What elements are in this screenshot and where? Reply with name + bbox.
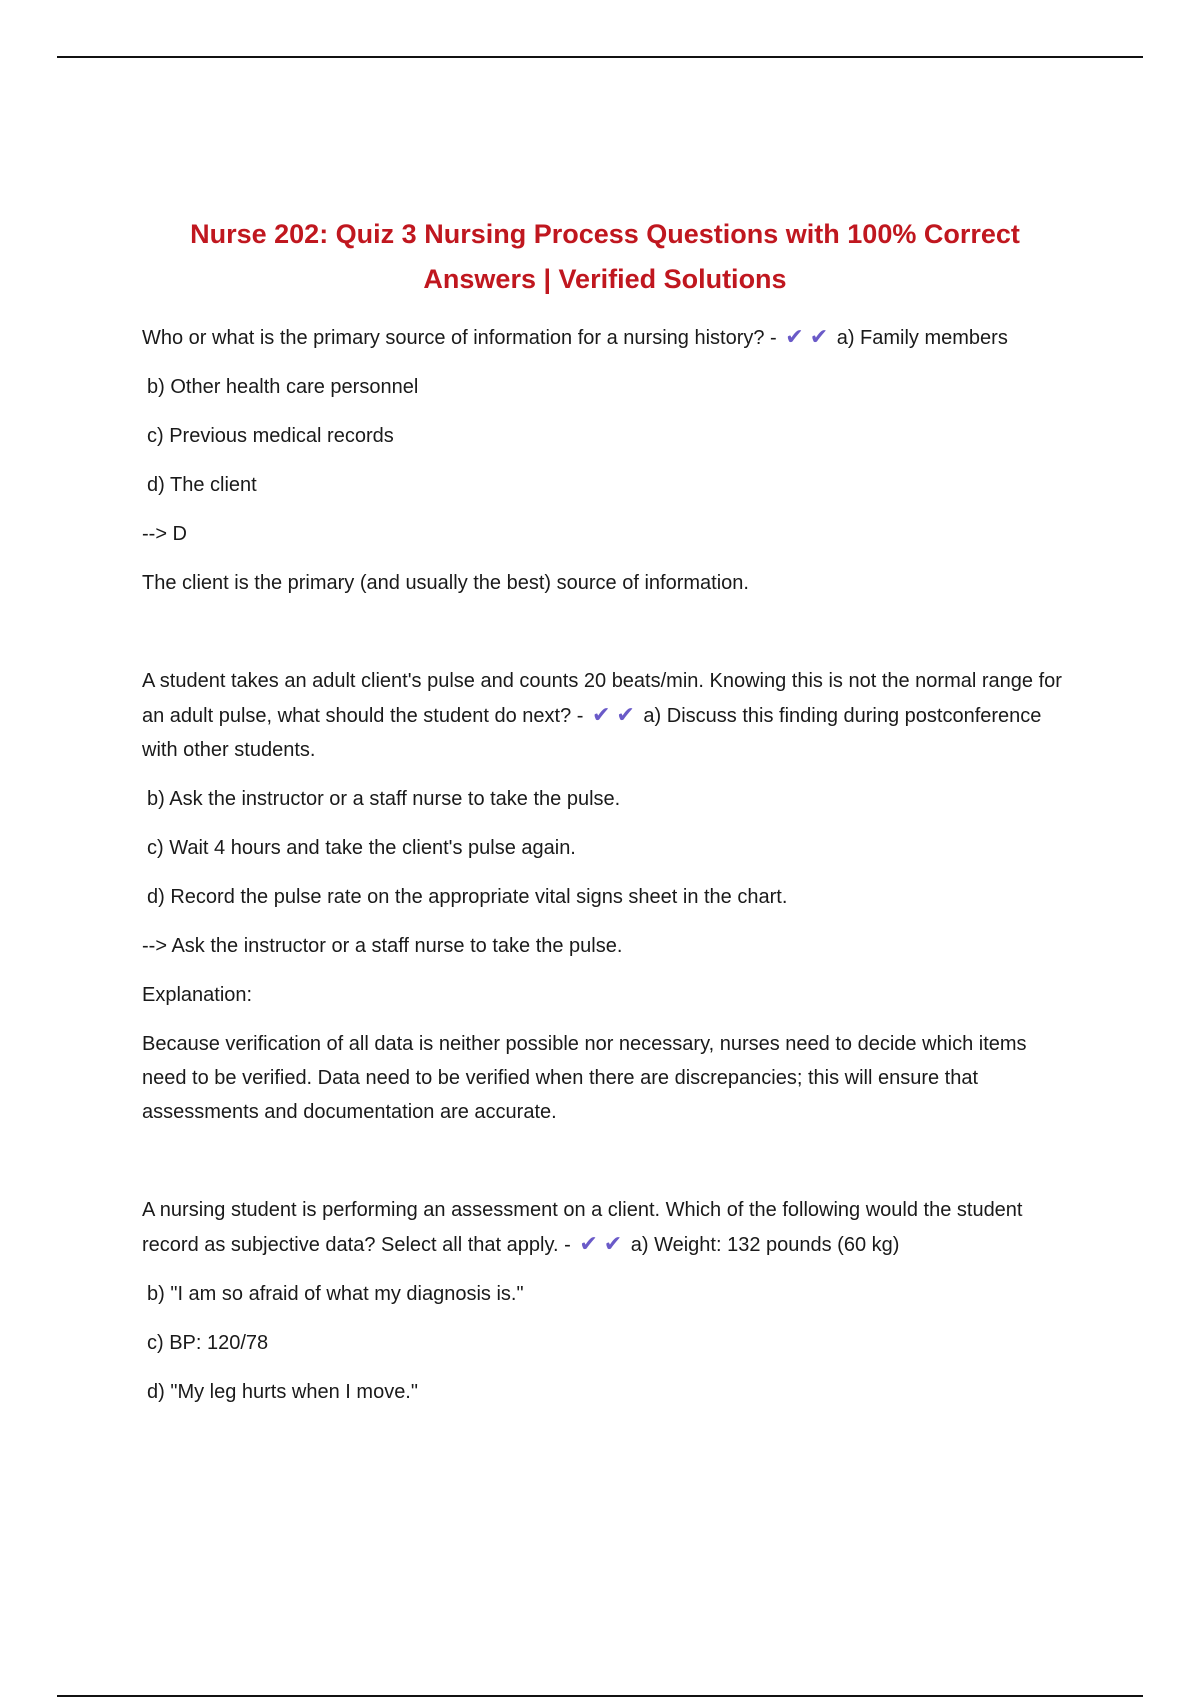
title-line-1: Nurse 202: Quiz 3 Nursing Process Questions with 100% Correct xyxy=(190,219,1020,249)
check-icon: ✔ xyxy=(591,702,611,727)
question-1-text: Who or what is the primary source of information for a nursing history? - xyxy=(142,327,777,349)
question-2-option-a: a) Discuss this finding during postconference with other students. xyxy=(142,705,1042,761)
question-3-option-a: a) Weight: 132 pounds (60 kg) xyxy=(630,1234,900,1256)
question-2-option-c: c) Wait 4 hours and take the client's pulse again. xyxy=(147,837,576,859)
document-title xyxy=(140,212,1070,302)
header-rule xyxy=(57,56,1143,58)
question-3-option-d: d) "My leg hurts when I move." xyxy=(147,1381,418,1403)
check-icon: ✔ xyxy=(603,1231,623,1256)
question-1-explanation: The client is the primary (and usually the best) source of information. xyxy=(142,572,749,594)
question-2-explanation-label: Explanation: xyxy=(142,984,253,1006)
section-spacer xyxy=(142,615,1072,664)
question-2 xyxy=(142,664,1072,767)
check-icon: ✔ xyxy=(809,324,829,349)
section-spacer xyxy=(142,1144,1072,1193)
question-1 xyxy=(142,320,1072,355)
question-2-option-b: b) Ask the instructor or a staff nurse to take the pulse. xyxy=(147,788,621,810)
question-1-option-c: c) Previous medical records xyxy=(147,425,394,447)
question-3 xyxy=(142,1193,1072,1262)
question-2-text: A student takes an adult client's pulse and counts 20 beats/min. Knowing this is not the normal range for an adult pulse, what should the student do next? - xyxy=(142,670,1062,727)
document-body xyxy=(142,320,1072,1424)
check-icon: ✔ xyxy=(579,1231,598,1256)
check-icon: ✔ xyxy=(616,702,635,727)
question-1-option-b: b) Other health care personnel xyxy=(147,376,419,398)
question-3-option-c: c) BP: 120/78 xyxy=(147,1332,269,1354)
title-line-2: Answers | Verified Solutions xyxy=(423,264,787,294)
question-3-text: A nursing student is performing an assessment on a client. Which of the following would the student record as subjective data? Select all that apply. - xyxy=(142,1199,1023,1256)
question-2-explanation: Because verification of all data is neither possible nor necessary, nurses need to decide which items need to be verified. Data need to be verified when there are discrepancies; this will ensure that assessments and documentation are accurate. xyxy=(142,1033,1027,1123)
question-2-answer: --> Ask the instructor or a staff nurse to take the pulse. xyxy=(142,935,623,957)
question-2-option-d: d) Record the pulse rate on the appropriate vital signs sheet in the chart. xyxy=(147,886,788,908)
check-icon: ✔ xyxy=(785,324,804,349)
question-3-option-b: b) "I am so afraid of what my diagnosis is." xyxy=(147,1283,524,1305)
question-1-option-d: d) The client xyxy=(147,474,257,496)
question-1-answer: --> D xyxy=(142,523,187,545)
question-1-option-a: a) Family members xyxy=(836,327,1008,349)
footer-rule xyxy=(57,1695,1143,1697)
